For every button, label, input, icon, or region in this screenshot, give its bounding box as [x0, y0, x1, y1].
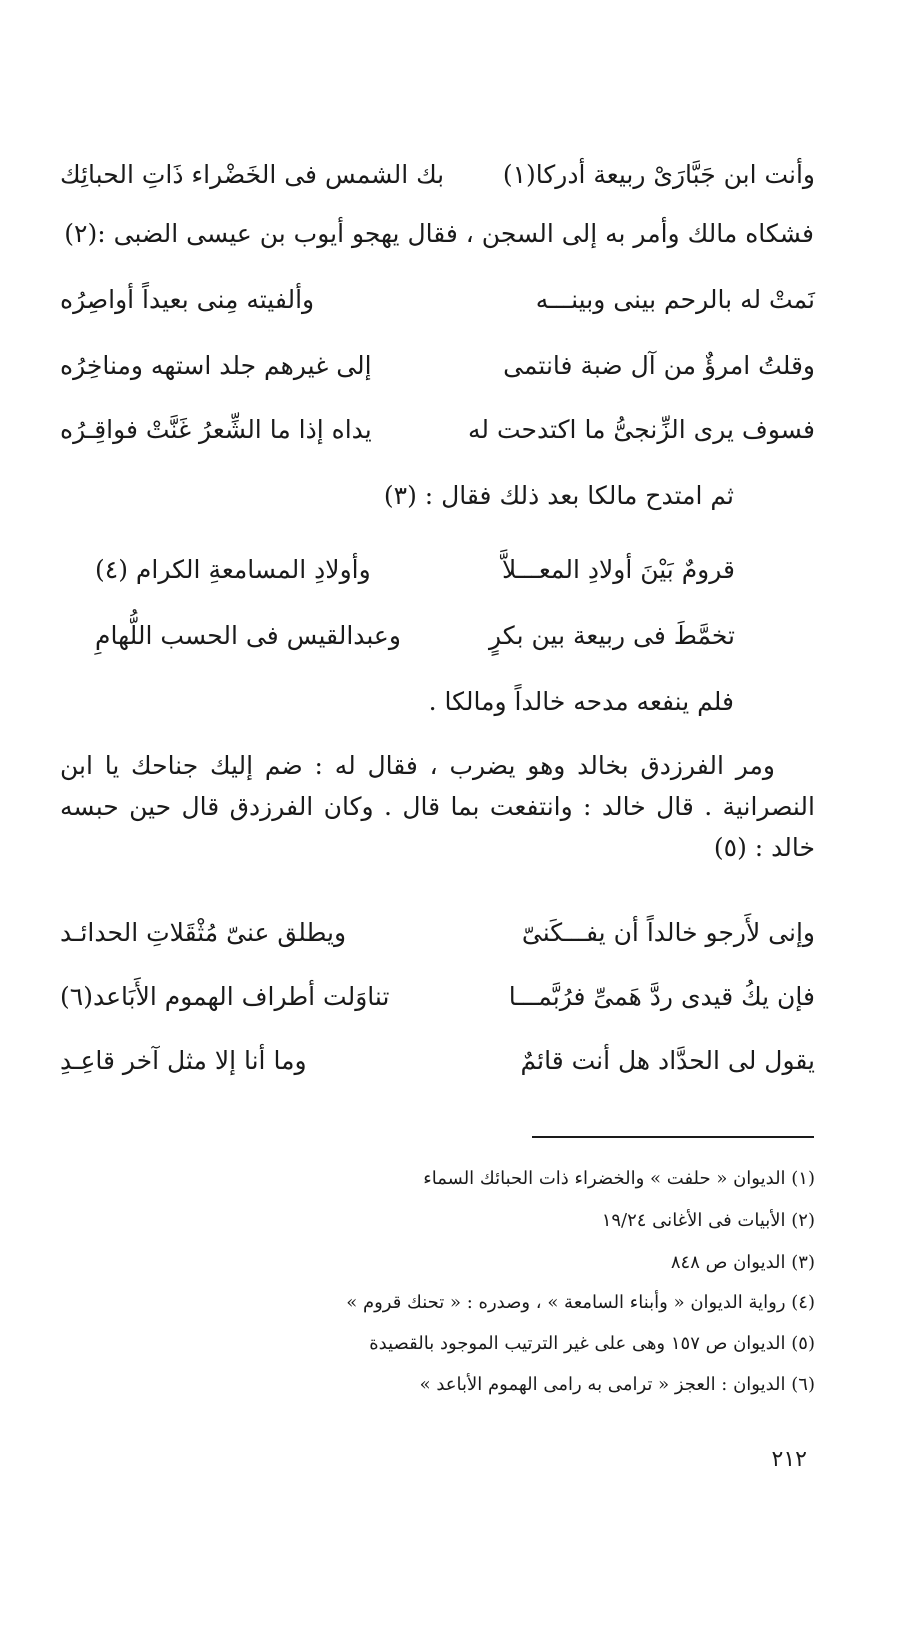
footnote-4: (٤) رواية الديوان « وأبناء السامعة » ، وصدره : « تحنك قروم » [346, 1292, 815, 1313]
poem-2-verse-2-right: تخمَّطَ فى ربيعة بين بكرٍ [489, 621, 735, 650]
footnote-1: (١) الديوان « حلفت » والخضراء ذات الحبائك السماء [423, 1168, 815, 1189]
footnote-6: (٦) الديوان : العجز « ترامى به رامى الهموم الأباعد » [419, 1374, 815, 1395]
poem-1-verse-3-left: يداه إذا ما الشِّعرُ غَنَّتْ فواقِـرُه [60, 415, 372, 444]
poem-2-verse-1-right: قرومٌ بَيْنَ أولادِ المعـــلاَّ [501, 555, 735, 584]
poem-3-verse-3-left: وما أنا إلا مثل آخر قاعِـدِ [60, 1046, 307, 1075]
poem-3-verse-2-right: فإن يكُ قيدى ردَّ هَمىِّ فرُبَّمـــا [508, 982, 815, 1011]
poem-3-verse-1 [60, 916, 815, 950]
prose-paragraph: ومر الفرزدق بخالد وهو يضرب ، فقال له : ضم إليك جناحك يا ابن النصرانية . قال خالد : وانتفعت بما قال . وكان الفرزدق قال حين حبسه خالد : (٥) [60, 751, 815, 862]
poem-1-verse-3 [60, 413, 815, 447]
poem-3-verse-1-left: ويطلق عنىّ مُثْقَلاتِ الحدائـد [60, 918, 347, 947]
poem-3-verse-2 [60, 980, 815, 1014]
intro-line-2: ثم امتدح مالكا بعد ذلك فقال : (٣) [383, 481, 734, 510]
footnote-3: (٣) الديوان ص ٨٤٨ [670, 1252, 815, 1273]
poem-3-verse-3-right: يقول لى الحدَّاد هل أنت قائمٌ [520, 1046, 815, 1075]
poem-3-verse-2-left: تناوَلت أطراف الهموم الأَبَاعد(٦) [60, 982, 390, 1011]
poem-1-verse-2 [60, 349, 815, 383]
poem-2-verse-2-left: وعبدالقيس فى الحسب اللُّهامِ [95, 621, 401, 650]
page-number: ٢١٢ [771, 1447, 807, 1472]
footnote-5: (٥) الديوان ص ١٥٧ وهى على غير الترتيب الموجود بالقصيدة [369, 1333, 815, 1354]
poem-1-verse-1-left: وألفيته مِنى بعيداً أواصِرُه [60, 285, 315, 314]
verse-top-left-hemistich: بك الشمس فى الخَضْراء ذَاتِ الحبائِك [60, 160, 445, 189]
poem-1-verse-3-right: فسوف يرى الزِّنجىُّ ما اكتدحت له [468, 415, 815, 444]
verse-top-right-hemistich: وأنت ابن جَبَّارَىْ ربيعة أدركا(١) [502, 160, 815, 189]
intro-line-3: فلم ينفعه مدحه خالداً ومالكا . [428, 687, 734, 716]
poem-3-verse-3 [60, 1044, 815, 1078]
poem-2-verse-2 [95, 619, 735, 653]
poem-1-verse-1-right: نَمتْ له بالرحم بينى وبينـــه [535, 285, 815, 314]
footnote-2: (٢) الأبيات فى الأغانى ١٩/٢٤ [601, 1210, 815, 1231]
poem-1-verse-2-left: إلى غيرهم جلد استهه ومناخِرُه [60, 351, 372, 380]
intro-line-1: فشكاه مالك وأمر به إلى السجن ، فقال يهجو أيوب بن عيسى الضبى :(٢) [64, 219, 814, 248]
poem-1-verse-1 [60, 283, 815, 317]
poem-3-verse-1-right: وإنى لأَرجو خالداً أن يفـــكَنىّ [521, 918, 815, 947]
footnote-divider [532, 1136, 814, 1138]
poem-2-verse-1-left: وأولادِ المسامعةِ الكرام (٤) [95, 555, 371, 584]
poem-2-verse-1 [95, 553, 735, 587]
verse-top [60, 158, 815, 192]
poem-1-verse-2-right: وقلتُ امرؤٌ من آل ضبة فانتمى [503, 351, 815, 380]
